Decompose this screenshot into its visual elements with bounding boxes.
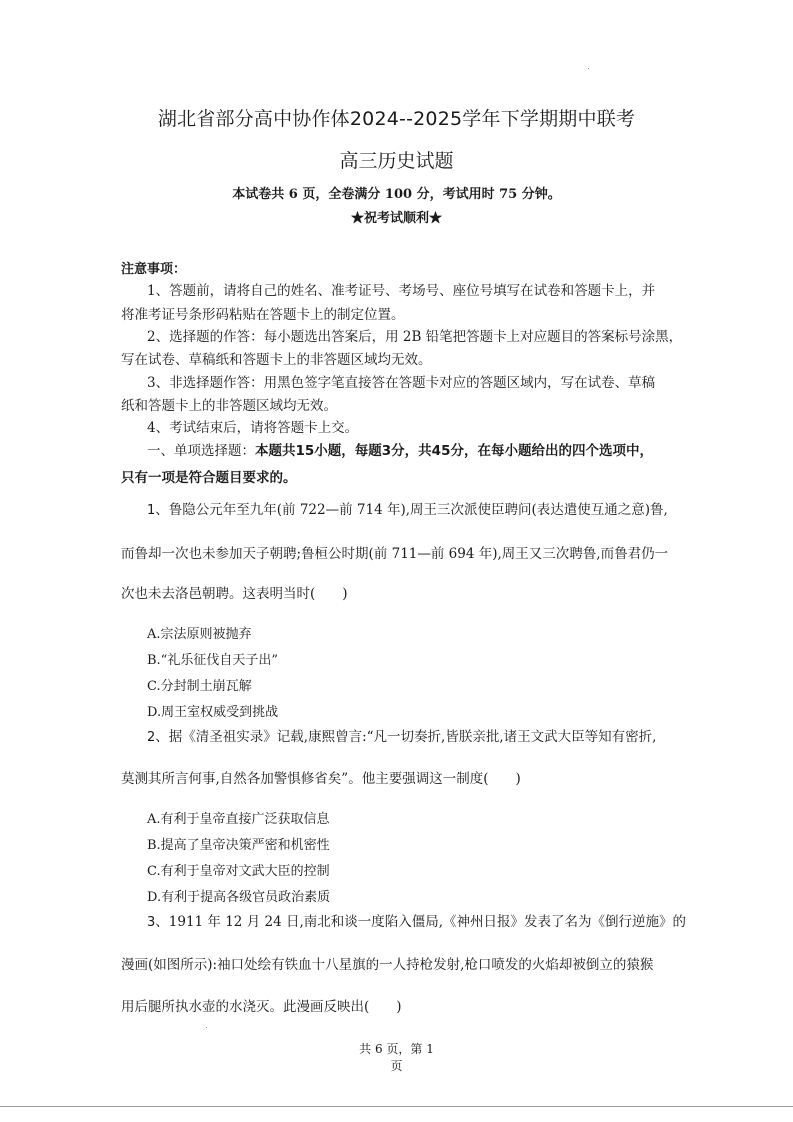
option-a: A.宗法原则被抛弃 bbox=[147, 627, 252, 642]
page-subtitle: 高三历史试题 bbox=[339, 150, 454, 172]
option-d: D.周王室权威受到挑战 bbox=[147, 705, 279, 720]
notice-line: 写在试卷、草稿纸和答题卡上的非答题区域均无效。 bbox=[121, 352, 432, 368]
option-b: B.提高了皇帝决策严密和机密性 bbox=[147, 838, 330, 853]
scan-speck bbox=[206, 1027, 207, 1028]
question-3-line bbox=[147, 910, 686, 930]
section-prefix: 一、单项选择题： bbox=[147, 443, 255, 459]
section-rule: 本题共15小题，每题3分，共45分，在每小题给出的四个选项中， bbox=[255, 443, 653, 459]
section-heading bbox=[147, 439, 653, 459]
question-text: 、鲁隐公元年至九年(前 722—前 714 年),周王三次派使臣聘问(表达遣使互通之意)鲁, bbox=[155, 502, 668, 518]
bottom-divider bbox=[0, 1106, 793, 1107]
notice-heading: 注意事项： bbox=[121, 262, 187, 277]
question-number: 3 bbox=[147, 915, 156, 930]
page-footer-line2: 页 bbox=[390, 1059, 403, 1073]
notice-line: 4、考试结束后，请将答题卡上交。 bbox=[147, 420, 359, 436]
notice-line: 将准考证号条形码粘贴在答题卡上的制定位置。 bbox=[121, 307, 405, 323]
question-text: 、据《清圣祖实录》记载,康熙曾言:“凡一切奏折,皆朕亲批,诸王文武大臣等知有密折, bbox=[155, 729, 657, 745]
question-number: 1 bbox=[147, 503, 156, 518]
notice-line: 1、答题前，请将自己的姓名、准考证号、考场号、座位号填写在试卷和答题卡上，并 bbox=[147, 283, 656, 299]
exam-info: 本试卷共 6 页，全卷满分 100 分，考试用时 75 分钟。 bbox=[232, 187, 561, 202]
notice-line: 3、非选择题作答：用黑色签字笔直接答在答题卡对应的答题区域内，写在试卷、草稿 bbox=[147, 375, 656, 391]
blessing: ★祝考试顺利★ bbox=[350, 211, 442, 226]
question-3-line: 漫画(如图所示):袖口处绘有铁血十八星旗的一人持枪发射,枪口喷发的火焰却被倒立的猿猴 bbox=[121, 957, 654, 973]
question-number: 2 bbox=[147, 730, 156, 745]
option-d: D.有利于提高各级官员政治素质 bbox=[147, 890, 331, 905]
scan-speck bbox=[588, 68, 589, 69]
question-text: 、1911 年 12 月 24 日,南北和谈一度陷入僵局,《神州日报》发表了名为《倒行逆施》的 bbox=[155, 914, 687, 930]
section-rule-line2: 只有一项是符合题目要求的。 bbox=[121, 470, 297, 486]
page-footer-line1: 共 6 页，第 1 bbox=[359, 1042, 434, 1056]
option-a: A.有利于皇帝直接广泛获取信息 bbox=[147, 812, 330, 827]
question-1-line bbox=[147, 498, 668, 518]
notice-line: 2、选择题的作答：每小题选出答案后，用 2B 铅笔把答题卡上对应题目的答案标号涂黑， bbox=[147, 329, 683, 345]
question-3-line: 用后腿所执水壶的水浇灭。此漫画反映出( ) bbox=[121, 999, 402, 1015]
question-1-line: 次也未去洛邑朝聘。这表明当时( ) bbox=[121, 586, 348, 602]
notice-line: 纸和答题卡上的非答题区域均无效。 bbox=[121, 398, 337, 414]
option-c: C.有利于皇帝对文武大臣的控制 bbox=[147, 864, 330, 879]
question-2-line: 莫测其所言何事,自然各加警惧修省矣”。他主要强调这一制度( ) bbox=[121, 771, 521, 787]
question-1-line: 而鲁却一次也未参加天子朝聘;鲁桓公时期(前 711—前 694 年),周王又三次聘鲁,而鲁君仍一 bbox=[121, 546, 669, 562]
page-title: 湖北省部分高中协作体2024--2025学年下学期期中联考 bbox=[157, 108, 636, 130]
option-c: C.分封制土崩瓦解 bbox=[147, 679, 252, 694]
option-b: B.“礼乐征伐自天子出” bbox=[147, 653, 278, 668]
question-2-line bbox=[147, 725, 656, 745]
